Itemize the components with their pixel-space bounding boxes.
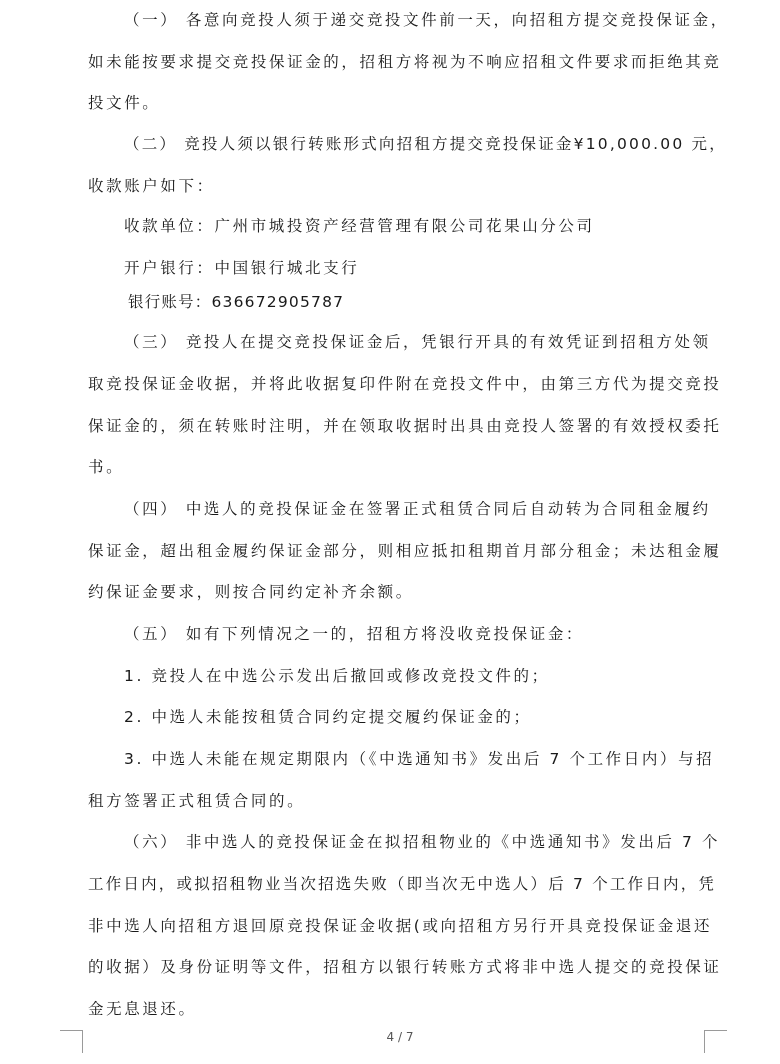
paragraph-6-line-3: 非中选人向招租方退回原竞投保证金收据(或向招租方另行开具竞投保证金退还 xyxy=(88,917,713,935)
paragraph-5-line-1: （五） 如有下列情况之一的，招租方将没收竞投保证金： xyxy=(124,625,585,643)
paragraph-3-line-3: 保证金的，须在转账时注明，并在领取收据时出具由竞投人签署的有效授权委托 xyxy=(88,417,722,435)
margin-corner-mark-left xyxy=(60,1030,83,1053)
list-item-1: 1. 竞投人在中选公示发出后撤回或修改竞投文件的； xyxy=(124,667,550,685)
list-item-2: 2. 中选人未能按租赁合同约定提交履约保证金的； xyxy=(124,708,532,726)
paragraph-3-line-1: （三） 竞投人在提交竞投保证金后，凭银行开具的有效凭证到招租方处领 xyxy=(124,333,711,351)
paragraph-6-line-4: 的收据）及身份证明等文件，招租方以银行转账方式将非中选人提交的竞投保证 xyxy=(88,958,722,976)
margin-corner-mark-right xyxy=(704,1030,727,1053)
paragraph-4-line-3: 约保证金要求，则按合同约定补齐余额。 xyxy=(88,583,414,601)
paragraph-4-line-2: 保证金，超出租金履约保证金部分，则相应抵扣租期首月部分租金；未达租金履 xyxy=(88,542,722,560)
paragraph-1-line-3: 投文件。 xyxy=(88,94,161,112)
paragraph-1-line-1: （一） 各意向竞投人须于递交竞投文件前一天，向招租方提交竞投保证金， xyxy=(124,11,729,29)
paragraph-3-line-2: 取竞投保证金收据，并将此收据复印件附在竞投文件中，由第三方代为提交竞投 xyxy=(88,375,722,393)
paragraph-2-line-2: 收款账户如下： xyxy=(88,177,215,195)
paragraph-6-line-5: 金无息退还。 xyxy=(88,1000,197,1018)
page-number: 4 / 7 xyxy=(386,1030,414,1044)
paragraph-6-line-2: 工作日内，或拟招租物业当次招选失败（即当次无中选人）后 7 个工作日内，凭 xyxy=(88,875,717,893)
account-bank: 开户银行：中国银行城北支行 xyxy=(124,259,360,277)
list-item-3-line-2: 租方签署正式租赁合同的。 xyxy=(88,792,306,810)
account-number: 银行账号：636672905787 xyxy=(128,293,345,311)
paragraph-1-line-2: 如未能按要求提交竞投保证金的，招租方将视为不响应招租文件要求而拒绝其竞 xyxy=(88,53,722,71)
list-item-3-line-1: 3. 中选人未能在规定期限内（《中选通知书》发出后 7 个工作日内）与招 xyxy=(124,750,715,768)
paragraph-6-line-1: （六） 非中选人的竞投保证金在拟招租物业的《中选通知书》发出后 7 个 xyxy=(124,833,721,851)
paragraph-4-line-1: （四） 中选人的竞投保证金在签署正式租赁合同后自动转为合同租金履约 xyxy=(124,500,711,518)
account-payee: 收款单位：广州市城投资产经营管理有限公司花果山分公司 xyxy=(124,217,595,235)
paragraph-2-line-1: （二） 竞投人须以银行转账形式向招租方提交竞投保证金¥10,000.00 元， xyxy=(124,135,727,153)
paragraph-3-line-4: 书。 xyxy=(88,458,125,476)
